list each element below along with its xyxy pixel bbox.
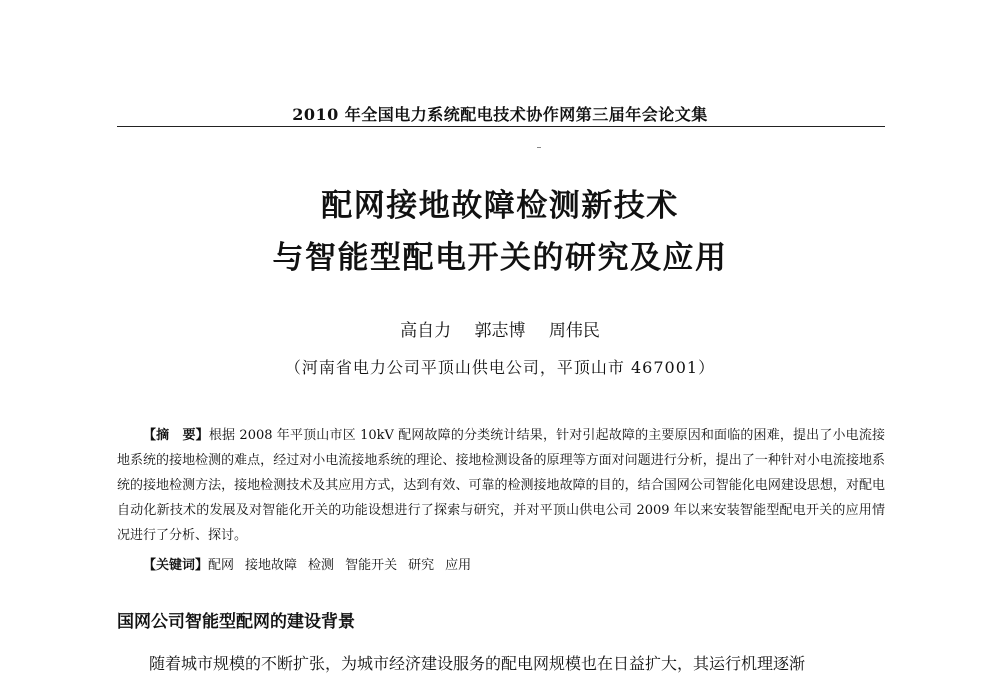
scan-mark <box>537 147 541 148</box>
keyword: 应用 <box>445 558 472 573</box>
abstract-text: 根据 2008 年平顶山市区 10kV 配网故障的分类统计结果，针对引起故障的主要原因和面临的困难，提出了小电流接地系统的接地检测的难点，经过对小电流接地系统的理论、接地检测设备的原理等方面对问题进行分析，提出了一种针对小电流接地系统的接地检测方法，接地检测技术及其应用方式，达到有效、可靠的检测接地故障的目的，结合国网公司智能化电网建设思想，对配电自动化新技术的发展及对智能化开关的功能设想进行了探索与研究，并对平顶山供电公司 2009 年以来安装智能型配电开关的应用情况进行了分析、探讨。 <box>117 428 885 543</box>
author-name: 高自力 <box>400 321 452 341</box>
keyword: 检测 <box>308 558 335 573</box>
header-rule <box>117 126 885 127</box>
keywords-label: 【关键词】 <box>143 558 209 573</box>
keyword: 研究 <box>408 558 435 573</box>
author-name: 郭志博 <box>474 321 526 341</box>
keyword: 智能开关 <box>345 558 398 573</box>
keyword: 接地故障 <box>245 558 298 573</box>
abstract-label: 【摘 要】 <box>143 428 209 443</box>
affiliation: （河南省电力公司平顶山供电公司，平顶山市 467001） <box>284 358 716 377</box>
keywords <box>117 553 885 578</box>
body-paragraph: 随着城市规模的不断扩张，为城市经济建设服务的配电网规模也在日益扩大，其运行机理逐渐 <box>149 654 806 673</box>
paper-title-line-2: 与智能型配电开关的研究及应用 <box>272 240 728 276</box>
paper-title-line-1: 配网接地故障检测新技术 <box>321 188 679 224</box>
abstract <box>117 423 885 548</box>
running-header: 2010 年全国电力系统配电技术协作网第三届年会论文集 <box>292 105 708 124</box>
section-heading: 国网公司智能型配网的建设背景 <box>117 612 355 632</box>
author-list <box>0 316 1000 341</box>
keyword: 配网 <box>208 558 235 573</box>
author-name: 周伟民 <box>548 321 600 341</box>
